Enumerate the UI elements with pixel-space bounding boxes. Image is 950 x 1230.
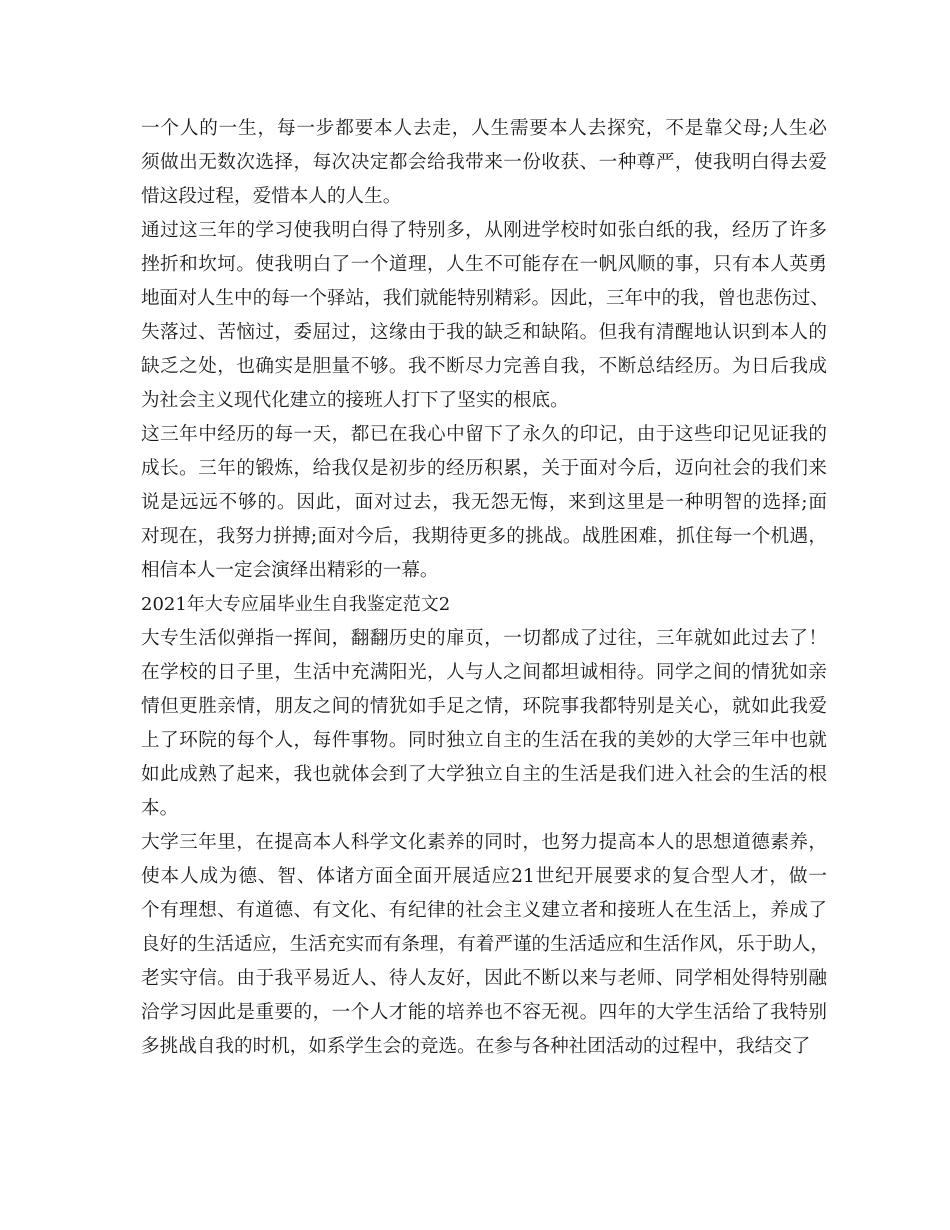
text-line: 使本人成为德、智、体诸方面全面开展适应21世纪开展要求的复合型人才，做一 (141, 866, 827, 887)
document-body (141, 112, 827, 1064)
text-paragraph (141, 418, 827, 588)
text-line: 对现在，我努力拼搏;面对今后，我期待更多的挑战。战胜困难，抓住每一个机遇， (141, 526, 827, 547)
text-line: 个有理想、有道德、有文化、有纪律的社会主义建立者和接班人在生活上，养成了 (141, 900, 827, 921)
text-paragraph (141, 214, 827, 418)
text-line: 洽学习因此是重要的，一个人才能的培养也不容无视。四年的大学生活给了我特别 (141, 1002, 827, 1023)
text-paragraph (141, 826, 827, 1064)
text-line: 这三年中经历的每一天，都已在我心中留下了永久的印记，由于这些印记见证我的 (141, 424, 827, 445)
text-line: 须做出无数次选择，每次决定都会给我带来一份收获、一种尊严，使我明白得去爱 (141, 152, 827, 173)
text-line: 缺乏之处，也确实是胆量不够。我不断尽力完善自我，不断总结经历。为日后我成 (141, 356, 827, 377)
text-line: 情但更胜亲情，朋友之间的情犹如手足之情，环院事我都特别是关心，就如此我爱 (141, 696, 827, 717)
text-line: 2021年大专应届毕业生自我鉴定范文2 (141, 594, 451, 615)
text-line: 如此成熟了起来，我也就体会到了大学独立自主的生活是我们进入社会的生活的根 (141, 764, 827, 785)
text-line: 在学校的日子里，生活中充满阳光，人与人之间都坦诚相待。同学之间的情犹如亲 (141, 662, 827, 683)
text-line: 良好的生活适应，生活充实而有条理，有着严谨的生活适应和生活作风，乐于助人， (141, 934, 829, 955)
text-paragraph (141, 622, 827, 826)
text-line: 惜这段过程，爱惜本人的人生。 (141, 186, 402, 207)
text-line: 上了环院的每个人，每件事物。同时独立自主的生活在我的美妙的大学三年中也就 (141, 730, 827, 751)
text-paragraph (141, 112, 827, 214)
text-line: 地面对人生中的每一个驿站，我们就能特别精彩。因此，三年中的我，曾也悲伤过、 (141, 288, 829, 309)
text-line: 大学三年里，在提高本人科学文化素养的同时，也努力提高本人的思想道德素养， (141, 832, 827, 853)
text-line: 说是远远不够的。因此，面对过去，我无怨无悔，来到这里是一种明智的选择;面 (141, 492, 827, 513)
text-line: 老实守信。由于我平易近人、待人友好，因此不断以来与老师、同学相处得特别融 (141, 968, 827, 989)
section-heading (141, 588, 827, 622)
text-line: 相信本人一定会演绎出精彩的一幕。 (141, 560, 439, 581)
text-line: 本。 (141, 798, 179, 819)
text-line: 通过这三年的学习使我明白得了特别多，从刚进学校时如张白纸的我，经历了许多 (141, 220, 827, 241)
text-line: 大专生活似弹指一挥间，翻翻历史的扉页，一切都成了过往，三年就如此过去了！ (141, 628, 827, 649)
text-line: 成长。三年的锻炼，给我仅是初步的经历积累，关于面对今后，迈向社会的我们来 (141, 458, 827, 479)
text-line: 为社会主义现代化建立的接班人打下了坚实的根底。 (141, 390, 569, 411)
text-line: 多挑战自我的时机，如系学生会的竞选。在参与各种社团活动的过程中，我结交了 (141, 1036, 811, 1057)
text-line: 失落过、苦恼过，委屈过，这缘由于我的缺乏和缺陷。但我有清醒地认识到本人的 (141, 322, 827, 343)
text-line: 挫折和坎坷。使我明白了一个道理，人生不可能存在一帆风顺的事，只有本人英勇 (141, 254, 827, 275)
text-line: 一个人的一生，每一步都要本人去走，人生需要本人去探究，不是靠父母;人生必 (141, 118, 827, 139)
